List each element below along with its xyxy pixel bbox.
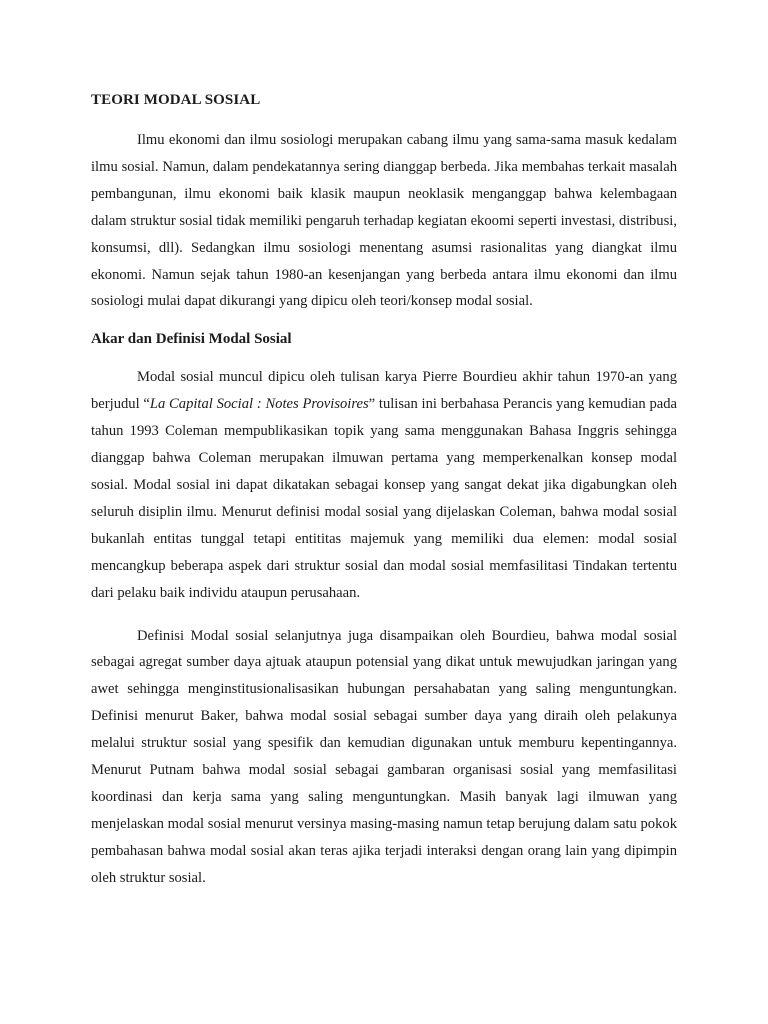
paragraph-origins-lead: Modal sosial muncul dipicu oleh tulisan karya Pierre Bourdieu akhir tahun 1970-an yang berjudul “ bbox=[91, 369, 677, 413]
paragraph-definitions: Definisi Modal sosial selanjutnya juga disampaikan oleh Bourdieu, bahwa modal sosial sebagai agregat sumber daya ajtuak ataupun potensial yang dikat untuk mewujudkan jaringan yang awet sehingga menginstitusionalisasikan hubungan persahabatan yang saling menguntungkan. Definisi menurut Baker, bahwa modal sosial sebagai sumber daya yang diraih oleh pelakunya melalui struktur sosial yang spesifik dan kemudian digunakan untuk memburu kepentingannya. Menurut Putnam bahwa modal sosial sebagai gambaran organisasi sosial yang memfasilitasi koordinasi dan kerja sama yang saling menguntungkan. Masih banyak lagi ilmuwan yang menjelaskan modal sosial menurut versinya masing-masing namun tetap berujung dalam satu pokok pembahasan bahwa modal sosial akan teras ajika terjadi interaksi dengan orang lain yang dipimpin oleh struktur sosial. bbox=[91, 627, 677, 886]
document-title: TEORI MODAL SOSIAL bbox=[91, 92, 261, 108]
cited-work-title: La Capital Social : Notes Provisoires bbox=[149, 396, 369, 413]
paragraph-origins-rest: ” tulisan ini berbahasa Perancis yang kemudian pada tahun 1993 Coleman mempublikasikan topik yang sama menggunakan Bahasa Inggris sehingga dianggap bahwa Coleman merupakan ilmuwan pertama yang memperkenalkan konsep modal sosial. Modal sosial ini dapat dikatakan sebagai konsep yang sangat dekat jika digabungkan oleh seluruh disiplin ilmu. Menurut definisi modal sosial yang dijelaskan Coleman, bahwa modal sosial bukanlah entitas tunggal tetapi entititas majemuk yang memiliki dua elemen: modal sosial mencangkup beberapa aspek dari struktur sosial dan modal sosial memfasilitasi Tindakan tertentu dari pelaku baik individu ataupun perusahaan. bbox=[91, 396, 677, 601]
paragraph-origins bbox=[91, 364, 677, 606]
document-body bbox=[91, 92, 677, 908]
section-heading: Akar dan Definisi Modal Sosial bbox=[91, 331, 292, 348]
paragraph-intro: Ilmu ekonomi dan ilmu sosiologi merupakan cabang ilmu yang sama-sama masuk kedalam ilmu sosial. Namun, dalam pendekatannya sering dianggap berbeda. Jika membahas terkait masalah pembangunan, ilmu ekonomi baik klasik maupun neoklasik menganggap bahwa kelembagaan dalam struktur sosial tidak memiliki pengaruh terhadap kegiatan ekoomi seperti investasi, distribusi, konsumsi, dll). Sedangkan ilmu sosiologi menentang asumsi rasionalitas yang diangkat ilmu ekonomi. Namun sejak tahun 1980-an kesenjangan yang berbeda antara ilmu ekonomi dan ilmu sosiologi mulai dapat dikurangi yang dipicu oleh teori/konsep modal sosial. bbox=[91, 132, 677, 310]
